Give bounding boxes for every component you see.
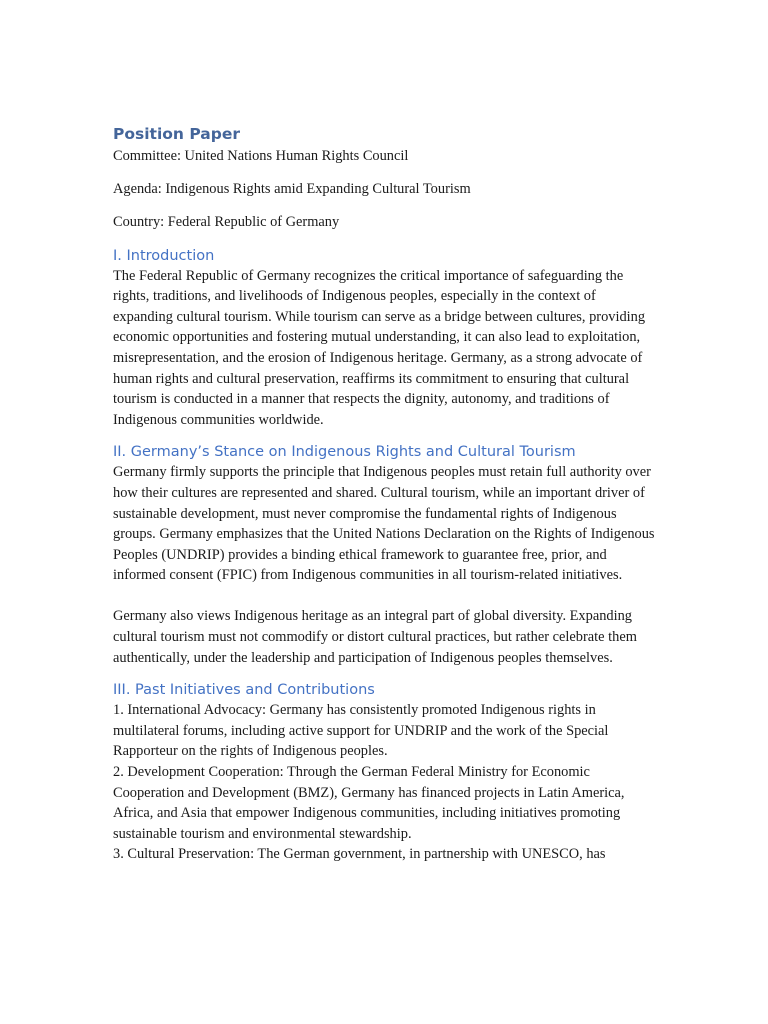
- committee-line: Committee: United Nations Human Rights Council: [113, 148, 409, 164]
- paragraph: Germany also views Indigenous heritage as an integral part of global diversity. Expanding cultural tourism must not commodify or distort cultural practices, but rather celebrate them authentically, under the leadership and participation of Indigenous peoples themselves.: [113, 608, 637, 666]
- document-page: [113, 124, 658, 865]
- section-heading: II. Germany’s Stance on Indigenous Rights and Cultural Tourism: [113, 444, 576, 461]
- section-heading: III. Past Initiatives and Contributions: [113, 682, 375, 699]
- paragraph: Germany firmly supports the principle that Indigenous peoples must retain full authority over how their cultures are represented and shared. Cultural tourism, while an important driver of sustainable development, must never compromise the fundamental rights of Indigenous groups. Germany emphasizes that the United Nations Declaration on the Rights of Indigenous Peoples (UNDRIP) provides a binding ethical framework to guarantee free, prior, and informed consent (FPIC) from Indigenous communities in all tourism-related initiatives.: [113, 464, 655, 584]
- paragraph: The Federal Republic of Germany recognizes the critical importance of safeguarding the rights, traditions, and livelihoods of Indigenous peoples, especially in the context of expanding cultural tourism. While tourism can serve as a bridge between cultures, providing economic opportunities and fostering mutual understanding, it can also lead to exploitation, misrepresentation, and the erosion of Indigenous heritage. Germany, as a strong advocate of human rights and cultural preservation, reaffirms its commitment to ensuring that cultural tourism is conducted in a manner that respects the dignity, autonomy, and traditions of Indigenous communities worldwide.: [113, 267, 646, 428]
- section-past-initiatives: [113, 680, 658, 865]
- paragraph-spacer: [113, 586, 658, 607]
- country-line: Country: Federal Republic of Germany: [113, 214, 340, 231]
- section-heading: I. Introduction: [113, 247, 215, 264]
- list-item: 3. Cultural Preservation: The German government, in partnership with UNESCO, has: [113, 846, 606, 863]
- agenda-line: Agenda: Indigenous Rights amid Expanding Cultural Tourism: [113, 181, 471, 198]
- page-title: Position Paper: [113, 125, 241, 143]
- section-introduction: [113, 246, 658, 431]
- list-item: 1. International Advocacy: Germany has consistently promoted Indigenous rights in multilateral forums, including active support for UNDRIP and the work of the Special Rapporteur on the rights of Indigenous peoples.: [113, 702, 609, 760]
- list-item: 2. Development Cooperation: Through the German Federal Ministry for Economic Cooperation and Development (BMZ), Germany has financed projects in Latin America, Africa, and Asia that empower Indigenous communities, including initiatives promoting sustainable tourism and environmental stewardship.: [113, 764, 625, 842]
- section-stance: [113, 442, 658, 668]
